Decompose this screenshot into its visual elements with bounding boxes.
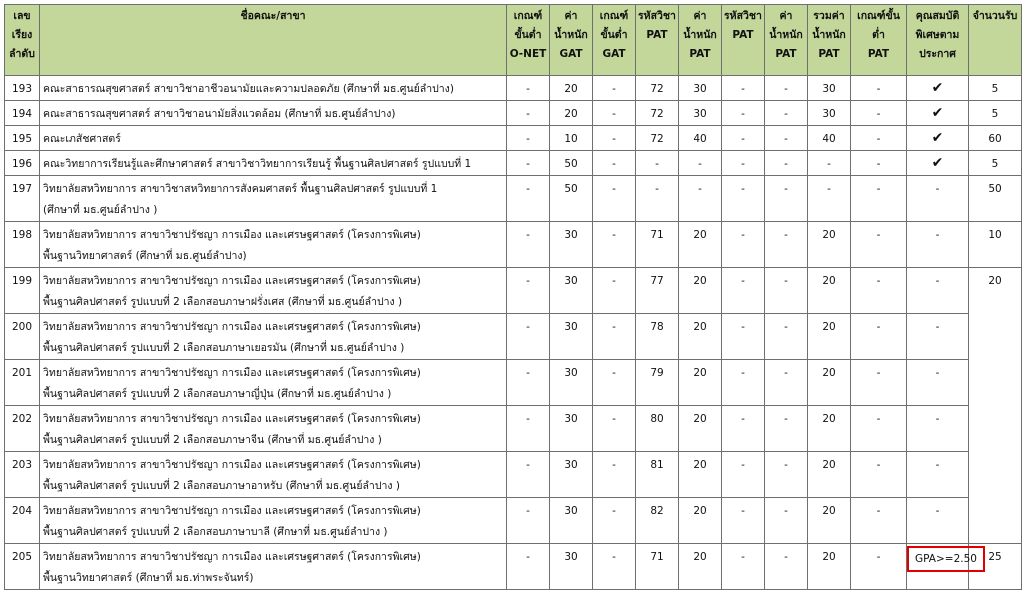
- header-gat-min: เกณฑ์ ขั้นต่ำ GAT: [593, 5, 636, 76]
- cell-pat-weight-1: 20: [679, 406, 722, 452]
- cell-faculty-name: วิทยาลัยสหวิทยาการ สาขาวิชาสหวิทยาการสังคมศาสตร์ พื้นฐานศิลปศาสตร์ รูปแบบที่ 1 (ศึกษาที่ มธ.ศูนย์ลำปาง ): [40, 176, 507, 222]
- table-row: [5, 544, 1022, 590]
- cell-row-number: 197: [5, 176, 40, 222]
- cell-special-qualification: -: [907, 360, 969, 406]
- cell-row-number: 195: [5, 126, 40, 151]
- cell-pat-min: -: [851, 101, 907, 126]
- cell-pat-code-2: -: [722, 498, 765, 544]
- cell-onet-min: -: [507, 452, 550, 498]
- header-pat-weight-2: ค่า น้ำหนัก PAT: [765, 5, 808, 76]
- cell-gat-weight: 20: [550, 101, 593, 126]
- cell-pat-code-2: -: [722, 452, 765, 498]
- table-row: [5, 101, 1022, 126]
- admission-criteria-table: [4, 4, 1022, 590]
- header-pat-weight-1: ค่า น้ำหนัก PAT: [679, 5, 722, 76]
- cell-quota: 5: [969, 151, 1022, 176]
- table-row: [5, 76, 1022, 101]
- cell-faculty-name: วิทยาลัยสหวิทยาการ สาขาวิชาปรัชญา การเมือง และเศรษฐศาสตร์ (โครงการพิเศษ) พื้นฐานวิทยาศาสตร์ (ศึกษาที่ มธ.ศูนย์ลำปาง): [40, 222, 507, 268]
- cell-pat-weight-1: 20: [679, 222, 722, 268]
- cell-row-number: 201: [5, 360, 40, 406]
- cell-row-number: 199: [5, 268, 40, 314]
- cell-gat-min: -: [593, 126, 636, 151]
- cell-pat-weight-sum: 20: [808, 222, 851, 268]
- cell-special-qualification: -: [907, 498, 969, 544]
- cell-pat-code-1: 71: [636, 222, 679, 268]
- cell-pat-weight-sum: 20: [808, 360, 851, 406]
- cell-pat-code-2: -: [722, 101, 765, 126]
- cell-pat-min: -: [851, 268, 907, 314]
- cell-pat-weight-1: 30: [679, 76, 722, 101]
- table-header-row: [5, 5, 1022, 76]
- cell-quota: 5: [969, 76, 1022, 101]
- cell-pat-min: -: [851, 126, 907, 151]
- cell-row-number: 200: [5, 314, 40, 360]
- cell-faculty-name: คณะสาธารณสุขศาสตร์ สาขาวิชาอนามัยสิ่งแวดล้อม (ศึกษาที่ มธ.ศูนย์ลำปาง): [40, 101, 507, 126]
- table-row: [5, 151, 1022, 176]
- cell-quota: 25: [969, 544, 1022, 590]
- cell-special-qualification: -: [907, 314, 969, 360]
- cell-row-number: 196: [5, 151, 40, 176]
- cell-row-number: 202: [5, 406, 40, 452]
- cell-onet-min: -: [507, 360, 550, 406]
- cell-gat-weight: 50: [550, 176, 593, 222]
- checkmark-icon: ✔: [931, 130, 944, 146]
- header-special-qualification: คุณสมบัติ พิเศษตาม ประกาศ: [907, 5, 969, 76]
- cell-row-number: 194: [5, 101, 40, 126]
- cell-gat-min: -: [593, 151, 636, 176]
- cell-pat-weight-2: -: [765, 126, 808, 151]
- cell-pat-weight-sum: -: [808, 151, 851, 176]
- cell-gat-weight: 30: [550, 222, 593, 268]
- cell-pat-min: -: [851, 151, 907, 176]
- cell-gat-min: -: [593, 406, 636, 452]
- cell-pat-weight-2: -: [765, 406, 808, 452]
- header-onet-min: เกณฑ์ ขั้นต่ำ O-NET: [507, 5, 550, 76]
- table-row: [5, 498, 1022, 544]
- cell-faculty-name: วิทยาลัยสหวิทยาการ สาขาวิชาปรัชญา การเมือง และเศรษฐศาสตร์ (โครงการพิเศษ) พื้นฐานวิทยาศาสตร์ (ศึกษาที่ มธ.ท่าพระจันทร์): [40, 544, 507, 590]
- cell-pat-weight-1: 20: [679, 498, 722, 544]
- table-row: [5, 406, 1022, 452]
- checkmark-icon: ✔: [931, 80, 944, 96]
- cell-gat-weight: 30: [550, 544, 593, 590]
- cell-pat-weight-sum: 20: [808, 406, 851, 452]
- cell-onet-min: -: [507, 268, 550, 314]
- cell-pat-min: -: [851, 452, 907, 498]
- cell-gat-weight: 20: [550, 76, 593, 101]
- cell-pat-code-1: 72: [636, 126, 679, 151]
- cell-quota: 5: [969, 101, 1022, 126]
- table-row: [5, 314, 1022, 360]
- cell-faculty-name: วิทยาลัยสหวิทยาการ สาขาวิชาปรัชญา การเมือง และเศรษฐศาสตร์ (โครงการพิเศษ) พื้นฐานศิลปศาสตร์ รูปแบบที่ 2 เลือกสอบภาษาฝรั่งเศส (ศึกษาที่ มธ.ศูนย์ลำปาง ): [40, 268, 507, 314]
- cell-pat-weight-2: -: [765, 176, 808, 222]
- cell-onet-min: -: [507, 126, 550, 151]
- cell-gat-weight: 30: [550, 360, 593, 406]
- cell-pat-code-2: -: [722, 268, 765, 314]
- cell-pat-min: -: [851, 222, 907, 268]
- checkmark-icon: ✔: [931, 155, 944, 171]
- header-pat-code-1: รหัสวิชา PAT: [636, 5, 679, 76]
- cell-pat-code-2: -: [722, 222, 765, 268]
- cell-pat-code-1: -: [636, 151, 679, 176]
- cell-pat-code-1: 82: [636, 498, 679, 544]
- cell-gat-min: -: [593, 76, 636, 101]
- cell-pat-weight-1: 20: [679, 268, 722, 314]
- cell-gat-weight: 30: [550, 406, 593, 452]
- cell-pat-weight-sum: 30: [808, 76, 851, 101]
- table-row: [5, 268, 1022, 314]
- cell-pat-weight-1: 20: [679, 452, 722, 498]
- cell-special-qualification: -: [907, 406, 969, 452]
- header-no: เลข เรียง ลำดับ: [5, 5, 40, 76]
- cell-pat-code-2: -: [722, 314, 765, 360]
- cell-pat-weight-2: -: [765, 151, 808, 176]
- cell-pat-min: -: [851, 176, 907, 222]
- cell-onet-min: -: [507, 222, 550, 268]
- cell-pat-weight-1: 40: [679, 126, 722, 151]
- table-row: [5, 222, 1022, 268]
- header-pat-weight-sum: รวมค่า น้ำหนัก PAT: [808, 5, 851, 76]
- cell-quota: 10: [969, 222, 1022, 268]
- cell-pat-code-2: -: [722, 176, 765, 222]
- cell-pat-weight-sum: 20: [808, 452, 851, 498]
- cell-special-qualification: [907, 544, 977, 590]
- cell-faculty-name: วิทยาลัยสหวิทยาการ สาขาวิชาปรัชญา การเมือง และเศรษฐศาสตร์ (โครงการพิเศษ) พื้นฐานศิลปศาสตร์ รูปแบบที่ 2 เลือกสอบภาษาญี่ปุ่น (ศึกษาที่ มธ.ศูนย์ลำปาง ): [40, 360, 507, 406]
- table-row: [5, 126, 1022, 151]
- table-row: [5, 452, 1022, 498]
- checkmark-icon: ✔: [931, 105, 944, 121]
- cell-pat-code-2: -: [722, 126, 765, 151]
- cell-special-qualification: [907, 126, 969, 151]
- cell-pat-code-1: 77: [636, 268, 679, 314]
- cell-pat-code-2: -: [722, 151, 765, 176]
- cell-special-qualification: [907, 101, 969, 126]
- cell-faculty-name: คณะสาธารณสุขศาสตร์ สาขาวิชาอาชีวอนามัยและความปลอดภัย (ศึกษาที่ มธ.ศูนย์ลำปาง): [40, 76, 507, 101]
- header-quota: จำนวนรับ: [969, 5, 1022, 76]
- cell-onet-min: -: [507, 101, 550, 126]
- cell-pat-weight-sum: 20: [808, 544, 851, 590]
- cell-gat-min: -: [593, 176, 636, 222]
- cell-pat-weight-2: -: [765, 314, 808, 360]
- cell-pat-weight-1: 20: [679, 360, 722, 406]
- cell-special-qualification: [907, 76, 969, 101]
- table-row: [5, 176, 1022, 222]
- cell-pat-min: -: [851, 498, 907, 544]
- cell-onet-min: -: [507, 151, 550, 176]
- cell-onet-min: -: [507, 76, 550, 101]
- cell-faculty-name: วิทยาลัยสหวิทยาการ สาขาวิชาปรัชญา การเมือง และเศรษฐศาสตร์ (โครงการพิเศษ) พื้นฐานศิลปศาสตร์ รูปแบบที่ 2 เลือกสอบภาษาจีน (ศึกษาที่ มธ.ศูนย์ลำปาง ): [40, 406, 507, 452]
- cell-pat-code-2: -: [722, 360, 765, 406]
- cell-pat-weight-sum: 20: [808, 314, 851, 360]
- cell-pat-weight-sum: 20: [808, 268, 851, 314]
- cell-pat-code-2: -: [722, 76, 765, 101]
- cell-gat-min: -: [593, 498, 636, 544]
- cell-pat-min: -: [851, 76, 907, 101]
- cell-gat-min: -: [593, 222, 636, 268]
- cell-pat-weight-1: -: [679, 151, 722, 176]
- cell-onet-min: -: [507, 314, 550, 360]
- cell-row-number: 204: [5, 498, 40, 544]
- cell-pat-weight-1: 30: [679, 101, 722, 126]
- cell-special-qualification: -: [907, 452, 969, 498]
- cell-pat-weight-sum: -: [808, 176, 851, 222]
- cell-pat-weight-sum: 40: [808, 126, 851, 151]
- cell-pat-code-1: 71: [636, 544, 679, 590]
- cell-onet-min: -: [507, 406, 550, 452]
- header-pat-code-2: รหัสวิชา PAT: [722, 5, 765, 76]
- cell-gat-min: -: [593, 101, 636, 126]
- cell-pat-min: -: [851, 314, 907, 360]
- cell-pat-weight-1: 20: [679, 544, 722, 590]
- cell-faculty-name: วิทยาลัยสหวิทยาการ สาขาวิชาปรัชญา การเมือง และเศรษฐศาสตร์ (โครงการพิเศษ) พื้นฐานศิลปศาสตร์ รูปแบบที่ 2 เลือกสอบภาษาเยอรมัน (ศึกษาที่ มธ.ศูนย์ลำปาง ): [40, 314, 507, 360]
- cell-row-number: 205: [5, 544, 40, 590]
- header-pat-min: เกณฑ์ขั้นต่ำ PAT: [851, 5, 907, 76]
- cell-pat-weight-sum: 30: [808, 101, 851, 126]
- cell-pat-weight-sum: 20: [808, 498, 851, 544]
- cell-faculty-name: วิทยาลัยสหวิทยาการ สาขาวิชาปรัชญา การเมือง และเศรษฐศาสตร์ (โครงการพิเศษ) พื้นฐานศิลปศาสตร์ รูปแบบที่ 2 เลือกสอบภาษาอาหรับ (ศึกษาที่ มธ.ศูนย์ลำปาง ): [40, 452, 507, 498]
- cell-row-number: 198: [5, 222, 40, 268]
- cell-gat-min: -: [593, 544, 636, 590]
- cell-pat-weight-2: -: [765, 498, 808, 544]
- cell-pat-code-1: 72: [636, 101, 679, 126]
- cell-gat-weight: 50: [550, 151, 593, 176]
- cell-gat-weight: 30: [550, 314, 593, 360]
- gpa-requirement-highlight: GPA>=2.50: [907, 546, 985, 572]
- cell-gat-min: -: [593, 360, 636, 406]
- cell-pat-weight-2: -: [765, 360, 808, 406]
- cell-pat-weight-2: -: [765, 544, 808, 590]
- cell-gat-weight: 30: [550, 268, 593, 314]
- cell-pat-min: -: [851, 406, 907, 452]
- cell-quota: 20: [969, 268, 1022, 544]
- cell-onet-min: -: [507, 544, 550, 590]
- cell-gat-weight: 10: [550, 126, 593, 151]
- cell-gat-min: -: [593, 452, 636, 498]
- cell-gat-min: -: [593, 314, 636, 360]
- cell-pat-weight-1: -: [679, 176, 722, 222]
- cell-pat-weight-2: -: [765, 222, 808, 268]
- cell-pat-code-2: -: [722, 544, 765, 590]
- cell-row-number: 203: [5, 452, 40, 498]
- cell-pat-code-1: 78: [636, 314, 679, 360]
- cell-pat-code-1: -: [636, 176, 679, 222]
- cell-special-qualification: -: [907, 176, 969, 222]
- header-gat-weight: ค่า น้ำหนัก GAT: [550, 5, 593, 76]
- cell-row-number: 193: [5, 76, 40, 101]
- cell-pat-min: -: [851, 544, 907, 590]
- cell-pat-weight-2: -: [765, 101, 808, 126]
- cell-onet-min: -: [507, 176, 550, 222]
- cell-pat-weight-2: -: [765, 76, 808, 101]
- header-faculty: ชื่อคณะ/สาขา: [40, 5, 507, 76]
- cell-quota: 50: [969, 176, 1022, 222]
- cell-pat-weight-2: -: [765, 268, 808, 314]
- cell-pat-weight-1: 20: [679, 314, 722, 360]
- cell-gat-weight: 30: [550, 498, 593, 544]
- cell-special-qualification: -: [907, 268, 969, 314]
- cell-special-qualification: [907, 151, 969, 176]
- cell-pat-code-1: 81: [636, 452, 679, 498]
- cell-gat-min: -: [593, 268, 636, 314]
- cell-gat-weight: 30: [550, 452, 593, 498]
- cell-quota: 60: [969, 126, 1022, 151]
- cell-pat-code-1: 80: [636, 406, 679, 452]
- cell-faculty-name: วิทยาลัยสหวิทยาการ สาขาวิชาปรัชญา การเมือง และเศรษฐศาสตร์ (โครงการพิเศษ) พื้นฐานศิลปศาสตร์ รูปแบบที่ 2 เลือกสอบภาษาบาลี (ศึกษาที่ มธ.ศูนย์ลำปาง ): [40, 498, 507, 544]
- cell-onet-min: -: [507, 498, 550, 544]
- table-row: [5, 360, 1022, 406]
- cell-pat-min: -: [851, 360, 907, 406]
- cell-pat-code-1: 79: [636, 360, 679, 406]
- cell-faculty-name: คณะวิทยาการเรียนรู้และศึกษาศาสตร์ สาขาวิชาวิทยาการเรียนรู้ พื้นฐานศิลปศาสตร์ รูปแบบที่ 1: [40, 151, 507, 176]
- cell-faculty-name: คณะเภสัชศาสตร์: [40, 126, 507, 151]
- cell-pat-code-1: 72: [636, 76, 679, 101]
- cell-special-qualification: -: [907, 222, 969, 268]
- cell-pat-weight-2: -: [765, 452, 808, 498]
- cell-pat-code-2: -: [722, 406, 765, 452]
